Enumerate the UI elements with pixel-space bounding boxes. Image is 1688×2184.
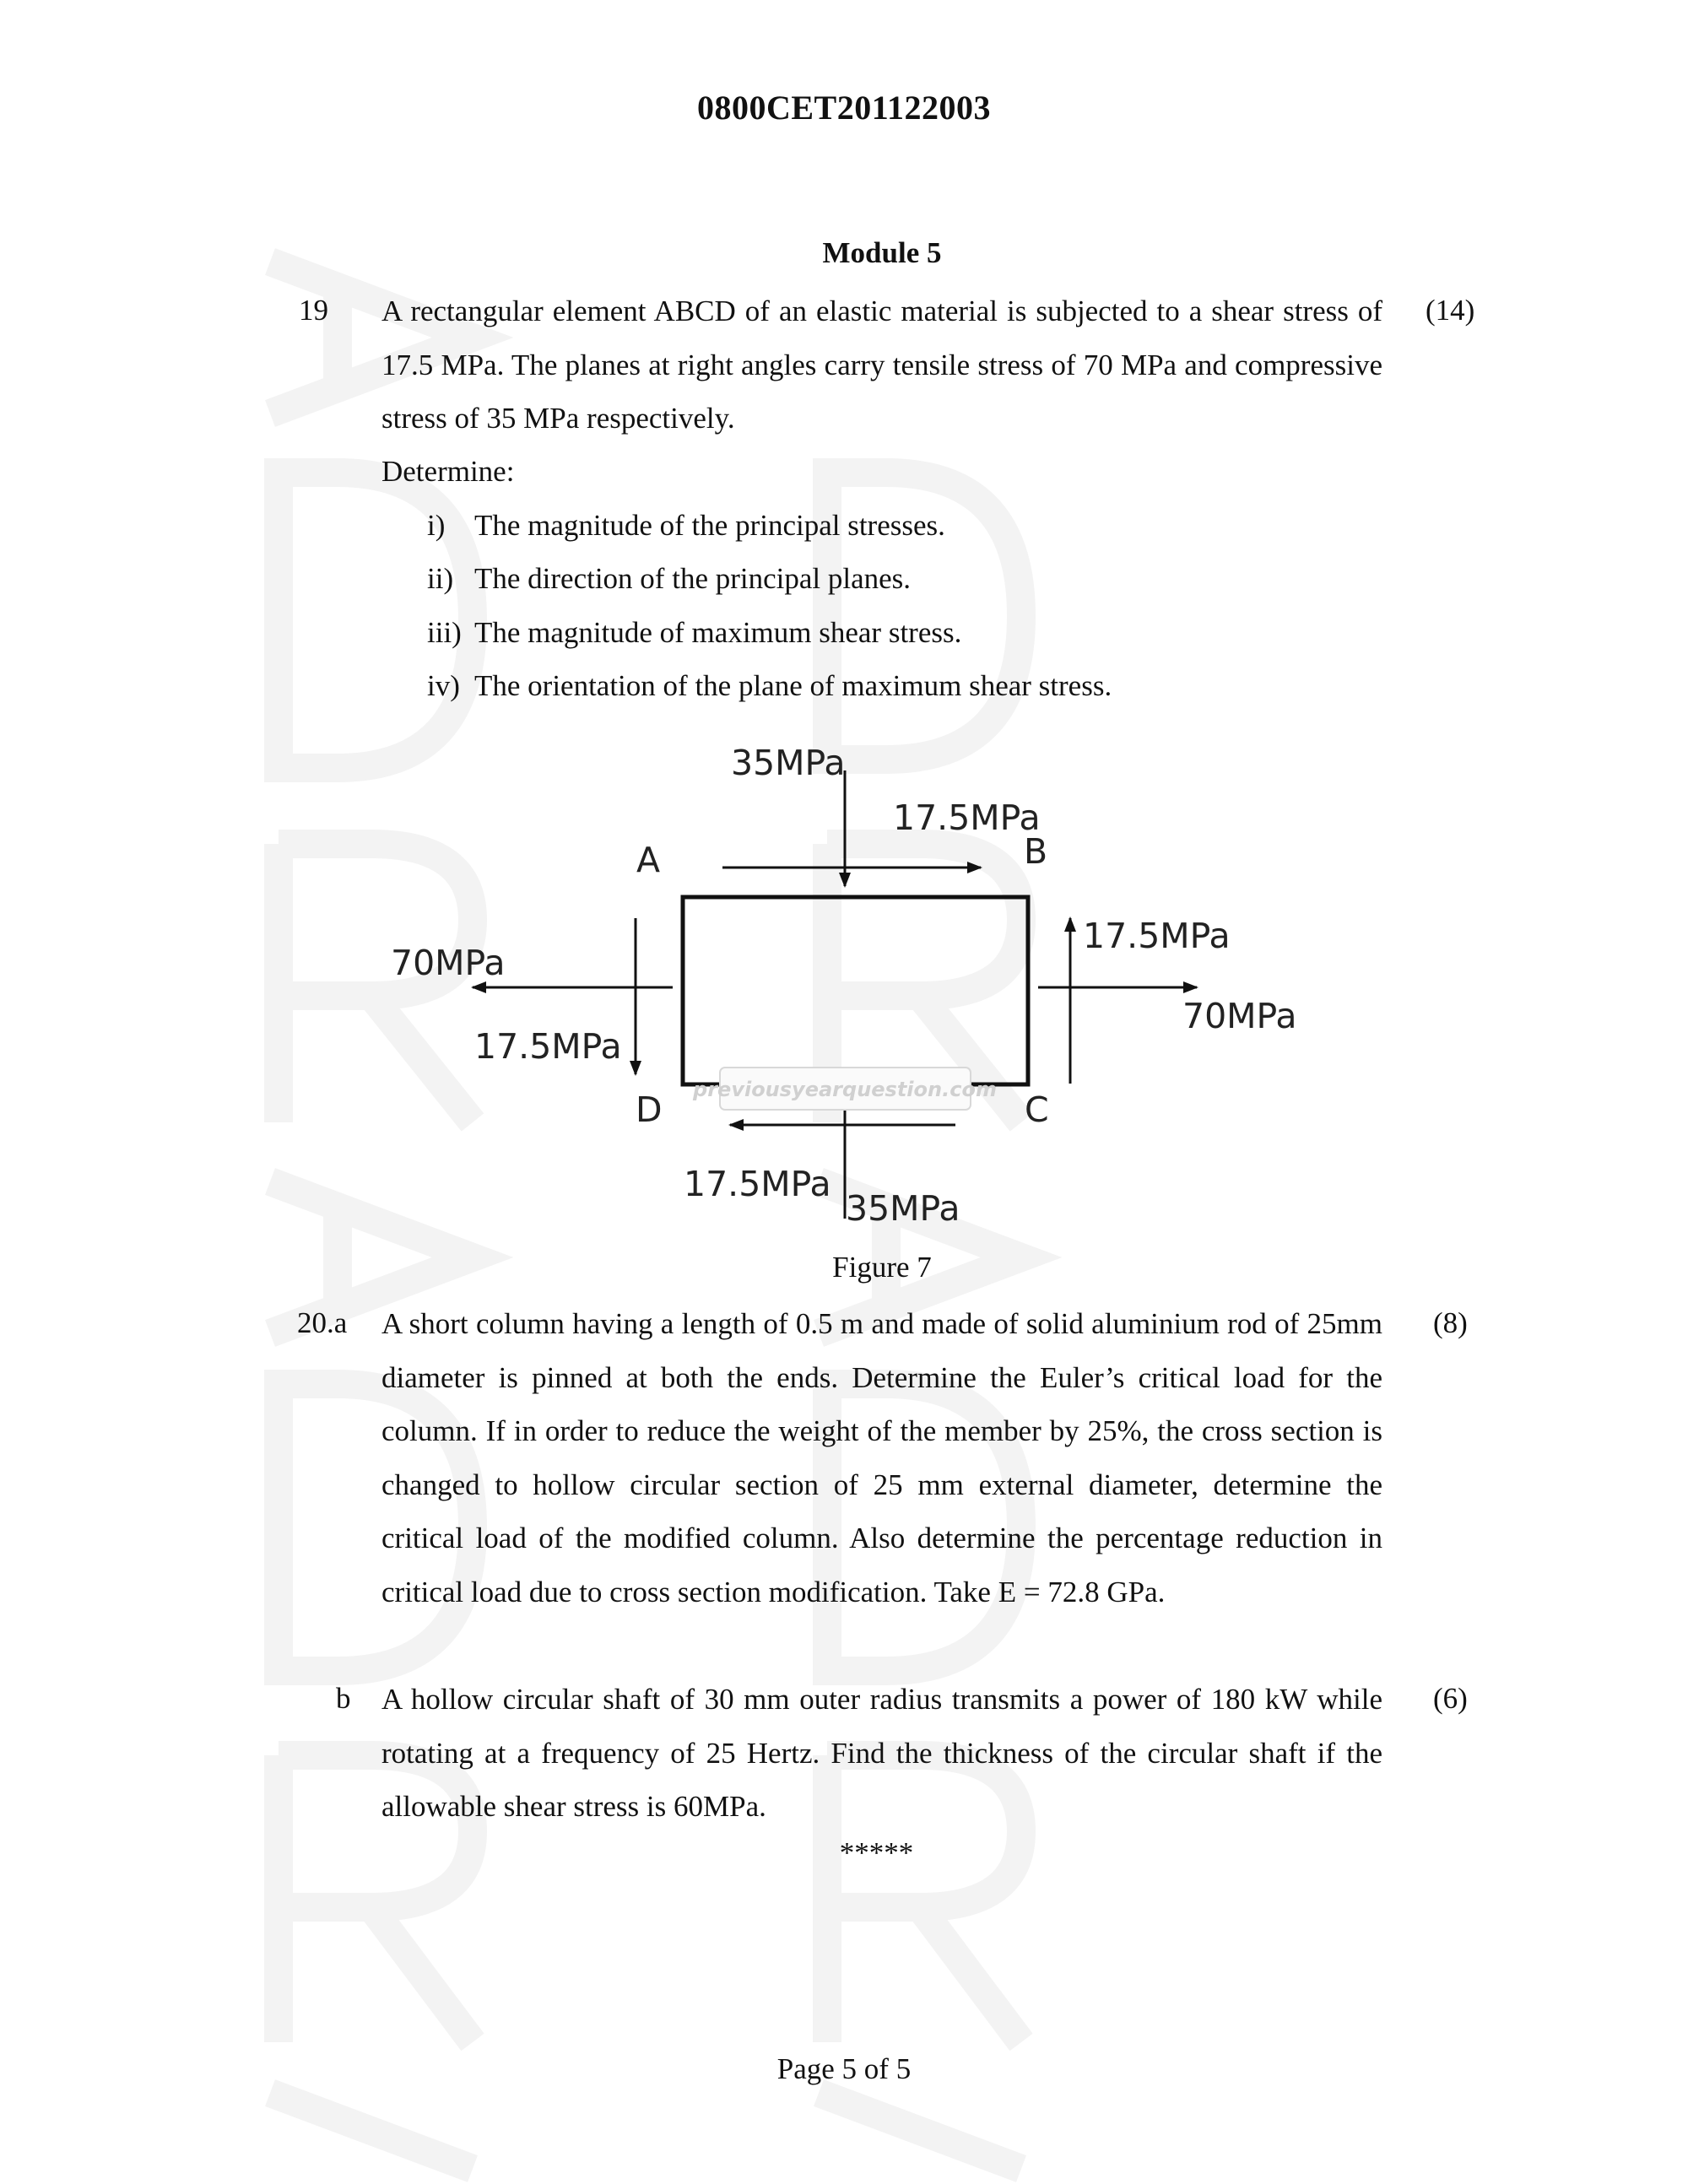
label-corner-d: D	[636, 1089, 663, 1130]
label-corner-b: B	[1024, 831, 1048, 872]
paper-code: 0800CET201122003	[696, 89, 992, 127]
label-left-shear: 17.5MPa	[474, 1026, 622, 1067]
question-number-20b: b	[336, 1682, 351, 1715]
label-right-shear: 17.5MPa	[1083, 916, 1231, 956]
label-top-shear: 17.5MPa	[893, 797, 1041, 838]
question-text-20b: A hollow circular shaft of 30 mm outer radius transmits a power of 180 kW while rotating at a frequency of 25 Hertz. Find the thickness of the circular shaft if the allowable shear stress is 60MPa.	[381, 1683, 1382, 1823]
sub-item-text: The direction of the principal planes.	[474, 562, 912, 595]
site-stamp-text: previousyearquestion.com	[693, 1078, 997, 1101]
sub-item-number: ii)	[427, 562, 454, 595]
page-number: Page 5 of 5	[776, 2052, 912, 2085]
label-corner-c: C	[1025, 1089, 1049, 1130]
label-left-normal: 70MPa	[391, 943, 506, 983]
question-text-20a: A short column having a length of 0.5 m and made of solid aluminium rod of 25mm diameter is pinned at both the ends. Determine the Euler’s critical load for the column. If in order to reduce the weight of the member by 25%, the cross section is changed to hollow circular section of 25 mm external diameter, determine the critical load of the modified column. Also determine the percentage reduction in critical load due to cross section modification. Take E = 72.8 GPa.	[381, 1307, 1382, 1608]
sub-item-text: The orientation of the plane of maximum shear stress.	[474, 669, 1112, 702]
label-bottom-shear: 17.5MPa	[684, 1164, 831, 1204]
question-marks-20b: (6)	[1433, 1682, 1468, 1715]
element-rectangle	[683, 897, 1028, 1084]
end-marker: *****	[839, 1836, 914, 1869]
label-corner-a: A	[636, 840, 661, 880]
determine-label: Determine:	[381, 455, 515, 488]
sub-item-text: The magnitude of the principal stresses.	[474, 509, 945, 542]
sub-item-text: The magnitude of maximum shear stress.	[474, 616, 962, 649]
label-bottom-normal: 35MPa	[846, 1188, 960, 1229]
label-right-normal: 70MPa	[1182, 996, 1297, 1036]
sub-item-number: i)	[427, 509, 446, 542]
label-top-normal: 35MPa	[731, 743, 846, 783]
question-number-20a: 20.a	[297, 1306, 348, 1339]
site-stamp	[692, 1068, 997, 1110]
question-number-19: 19	[299, 294, 328, 327]
question-marks-20a: (8)	[1433, 1306, 1468, 1339]
question-text-19: A rectangular element ABCD of an elastic material is subjected to a shear stress of 17.5 MPa. The planes at right angles carry tensile stress of 70 MPa and compressive stress of 35 MPa respectively.	[381, 295, 1382, 435]
question-marks-19: (14)	[1426, 294, 1475, 327]
sub-item-number: iii)	[427, 616, 462, 649]
sub-item-number: iv)	[427, 669, 460, 702]
figure-caption: Figure 7	[832, 1251, 932, 1284]
module-title: Module 5	[822, 236, 942, 269]
